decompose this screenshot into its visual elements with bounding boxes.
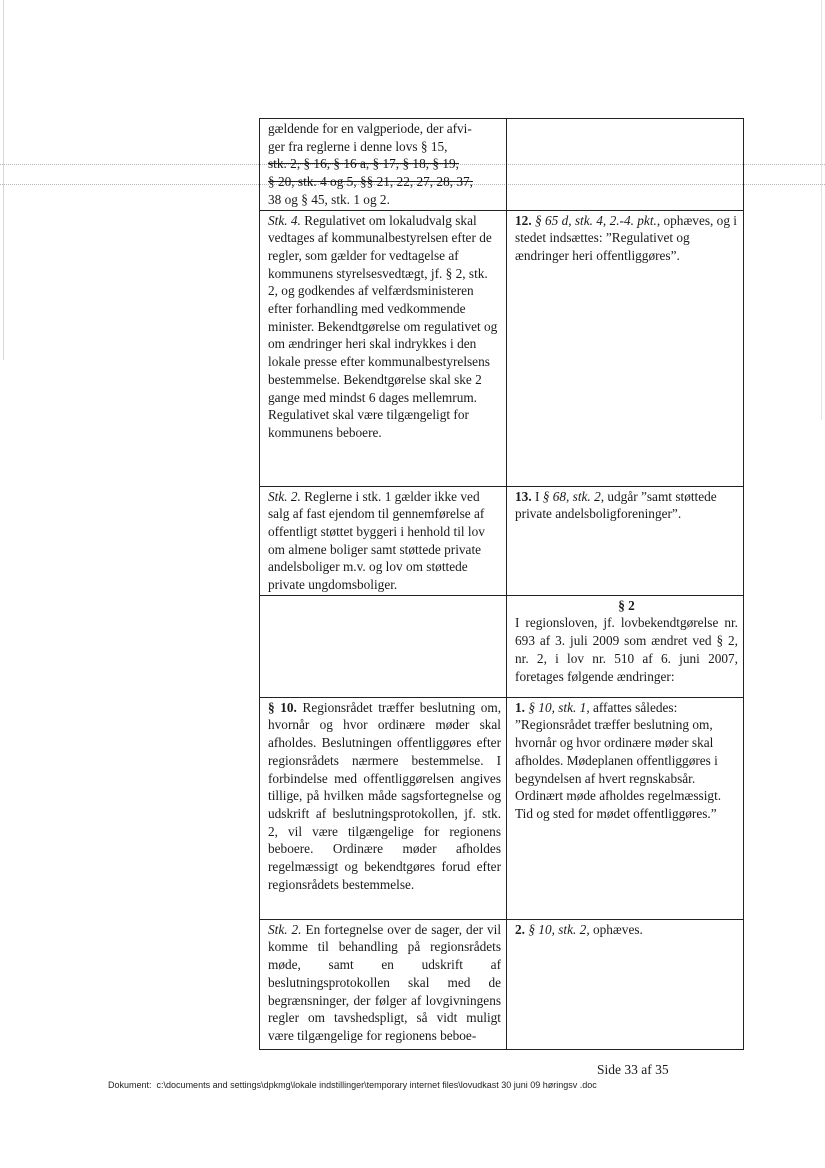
amendment-text: , udgår ”samt støttede private andelsboligforeninger”. (515, 488, 717, 522)
amendment-reference: § 68, stk. 2 (542, 488, 601, 504)
document-label: Dokument: (108, 1080, 152, 1090)
amendment-number: 12. (515, 212, 532, 228)
section-heading: § 2 (618, 597, 635, 613)
document-path-footer (108, 1080, 597, 1090)
current-law-cell (260, 210, 507, 486)
amendment-cell-empty (507, 119, 744, 211)
amendment-number: 1. (515, 699, 525, 715)
text-line: ger fra reglerne i denne lovs § 15, (268, 138, 448, 154)
amendment-cell (507, 919, 744, 1049)
struck-line: stk. 2, § 16, § 16 a, § 17, § 18, § 19, (268, 156, 459, 172)
current-law-cell (260, 486, 507, 595)
amendment-text: affattes således: (592, 699, 678, 715)
amendment-number: 2. (515, 921, 525, 937)
current-law-cell (260, 119, 507, 211)
paragraph-lead: Stk. 2. (268, 921, 302, 937)
amendment-reference: § 65 d, stk. 4, 2.-4. pkt. (534, 212, 657, 228)
table-row (260, 210, 744, 486)
current-law-cell (260, 919, 507, 1049)
amendment-quote: ”Regionsrådet træffer beslutning om, hvornår og hvor ordinære møder skal afholdes. Mødeplanen offentliggøres i begyndelsen af hvert regnskabsår. Ordinært møde afholdes regelmæssigt. Tid og sted for mødet offentliggøres.” (515, 717, 722, 821)
table-row (260, 595, 744, 697)
section-heading-cell (507, 595, 744, 697)
current-law-cell-empty (260, 595, 507, 697)
section-intro-text: I regionsloven, jf. lovbekendtgørelse nr. 693 af 3. juli 2009 som ændret ved § 2, nr. 2, i lov nr. 510 af 6. juni 2007, foretages følgende ændringer: (515, 615, 738, 684)
document-path: c:\documents and settings\dpkmg\lokale indstillinger\temporary internet files\lovudkast 30 juni 09 høringsv .doc (156, 1080, 597, 1090)
table-row (260, 486, 744, 595)
text-line: 38 og § 45, stk. 1 og 2. (268, 191, 390, 207)
table-row (260, 919, 744, 1049)
amendment-text: , ophæves. (586, 921, 643, 937)
paragraph-text: En fortegnelse over de sager, der vil komme til behandling på regionsrådets møde, samt en udskrift af beslutningsprotokollen skal med de begrænsninger, der følger af lovgivningens regler om tavshedspligt, så vidt muligt være tilgængelige for regionens beboe- (268, 921, 502, 1043)
amendment-cell (507, 697, 744, 919)
paragraph-lead: Stk. 2. (268, 488, 301, 504)
amendment-table (259, 118, 744, 1050)
scan-edge-left (3, 0, 4, 360)
amendment-prefix: I (534, 488, 540, 504)
amendment-cell (507, 210, 744, 486)
paragraph-text: Regulativet om lokaludvalg skal vedtages af kommunalbestyrelsen efter de regler, som gælder for vedtagelse af kommunens styrelsesvedtægt, jf. § 2, stk. 2, og godkendes af velfærdsministeren efter forhandling med vedkommende minister. Bekendtgørelse om regulativet og om ændringer heri skal indrykkes i den lokale presse efter kommunalbestyrelsens bestemmelse. Bekendtgørelse skal ske 2 gange med mindst 6 dages mellemrum. Regulativet skal være tilgængeligt for kommunens beboere. (268, 212, 498, 440)
paragraph-lead: Stk. 4. (268, 212, 301, 228)
text-line: gældende for en valgperiode, der afvi- (268, 121, 472, 136)
page-number: Side 33 af 35 (597, 1062, 669, 1077)
table-row (260, 697, 744, 919)
amendment-cell (507, 486, 744, 595)
paragraph-lead: § 10. (268, 699, 297, 715)
paragraph-text: Regionsrådet træffer beslutning om, hvornår og hvor ordinære møder skal afholdes. Beslutningen offentliggøres efter regionsrådets nærmere bestemmelse. I forbindelse med offentliggørelsen angives tillige, på hvilken måde sagsfortegnelse og udskrift af beslutningsprotokollen, jf. stk. 2, vil være tilgængelige for regionens beboere. Ordinære møder afholdes regelmæssigt og bekendtgøres forud efter regionsrådets bestemmelse. (268, 699, 502, 892)
amendment-text: , ophæves, og i stedet indsættes: ”Regulativet og ændringer heri offentliggøres”. (515, 212, 737, 263)
amendment-reference: § 10, stk. 1, (528, 699, 590, 715)
table-row (260, 119, 744, 211)
amendment-number: 13. (515, 488, 532, 504)
amendment-reference: § 10, stk. 2 (528, 921, 587, 937)
paragraph-text: Reglerne i stk. 1 gælder ikke ved salg af fast ejendom til gennemførelse af offentligt støttet byggeri i henhold til lov om almene boliger samt støttede private andelsboliger m.v. og lov om støttede private ungdomsboliger. (268, 488, 485, 593)
current-law-cell (260, 697, 507, 919)
scan-edge-right (821, 0, 822, 420)
struck-line: § 20, stk. 4 og 5, §§ 21, 22, 27, 28, 37, (268, 174, 473, 190)
